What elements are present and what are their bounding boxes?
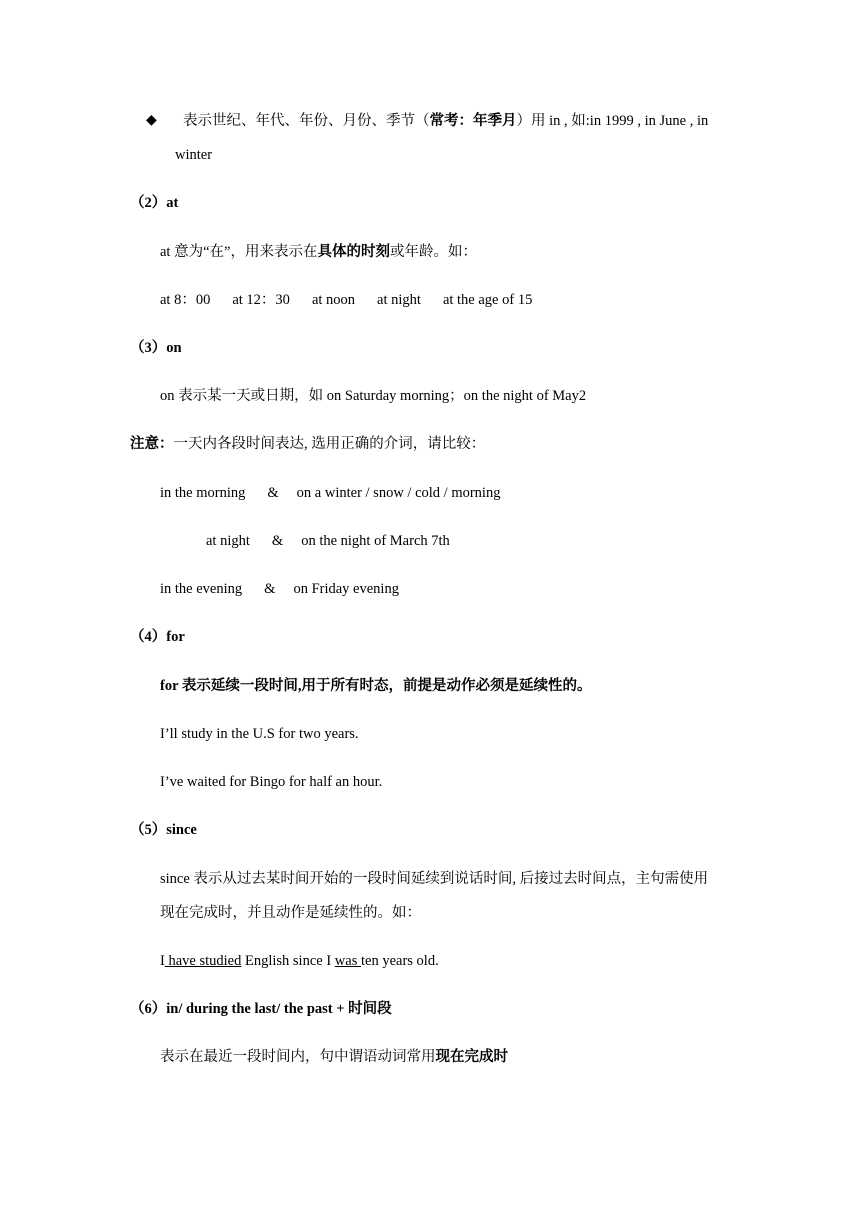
for-example-2: I’ve waited for Bingo for half an hour. (160, 774, 383, 790)
for-example-1: I’ll study in the U.S for two years. (160, 726, 359, 742)
compare-amp: & (264, 581, 276, 597)
compare-amp: & (267, 485, 279, 501)
at-example: at the age of 15 (442, 292, 533, 308)
note-line (130, 434, 485, 454)
bullet-text-bold: 常考：年季月 (429, 113, 517, 129)
compare-right: on the night of March 7th (301, 533, 450, 549)
diamond-bullet-icon: ◆ (146, 113, 157, 128)
bullet-text-post: ）用 in , 如:in 1999 , in June , in (516, 113, 709, 129)
since-ex-part: ten years old. (360, 953, 439, 969)
for-desc-text: for 表示延续一段时间,用于所有时态，前提是动作必须是延续性的。 (160, 678, 592, 694)
since-ex-part: English since I (241, 953, 335, 969)
note-label: 注意： (130, 436, 174, 452)
compare-left: at night (206, 533, 250, 549)
compare-left: in the evening (160, 581, 243, 597)
heading-at-text: （2）at (130, 195, 179, 211)
at-desc-pre: at 意为“在”，用来表示在 (160, 244, 318, 260)
heading-on-text: （3）on (130, 340, 182, 356)
bullet-text-pre: 表示世纪、年代、年份、月份、季节（ (183, 113, 430, 129)
last-desc-bold: 现在完成时 (435, 1049, 508, 1065)
at-desc-bold: 具体的时刻 (317, 244, 390, 260)
since-ex-underlined: have studied (164, 953, 242, 969)
at-examples (160, 290, 532, 310)
at-description (160, 242, 477, 262)
since-description-1: since 表示从过去某时间开始的一段时间延续到说话时间, 后接过去时间点，主句需使用 (160, 871, 709, 887)
on-description: on 表示某一天或日期，如 on Saturday morning；on the night of May2 (160, 388, 587, 404)
heading-last (130, 999, 392, 1019)
since-ex-underlined: was (334, 953, 361, 969)
last-desc-pre: 表示在最近一段时间内，句中谓语动词常用 (160, 1049, 436, 1065)
at-example: at noon (311, 292, 356, 308)
heading-on (130, 338, 182, 358)
since-ex-part: I (160, 953, 165, 969)
heading-for (130, 627, 185, 647)
note-text: 一天内各段时间表达, 选用正确的介词，请比较： (173, 436, 486, 452)
heading-since-text: （5）since (130, 822, 197, 838)
bullet-line-2: winter (175, 147, 213, 163)
compare-row-1 (160, 483, 500, 503)
compare-left: in the morning (160, 485, 246, 501)
at-desc-post: 或年龄。如： (389, 244, 477, 260)
since-description-2: 现在完成时，并且动作是延续性的。如： (160, 905, 421, 921)
at-example: at 8：00 (160, 292, 211, 308)
at-example: at night (377, 292, 421, 308)
compare-right: on Friday evening (293, 581, 399, 597)
heading-since (130, 820, 197, 840)
compare-row-2 (206, 531, 450, 551)
since-example (160, 951, 439, 971)
heading-last-text: （6）in/ during the last/ the past + 时间段 (130, 1001, 392, 1017)
compare-row-3 (160, 579, 399, 599)
heading-for-text: （4）for (130, 629, 185, 645)
last-description (160, 1047, 508, 1067)
heading-at (130, 193, 178, 213)
compare-right: on a winter / snow / cold / morning (296, 485, 501, 501)
for-description (160, 676, 592, 696)
compare-amp: & (271, 533, 284, 549)
bullet-line-1 (183, 111, 708, 131)
at-example: at 12：30 (232, 292, 290, 308)
